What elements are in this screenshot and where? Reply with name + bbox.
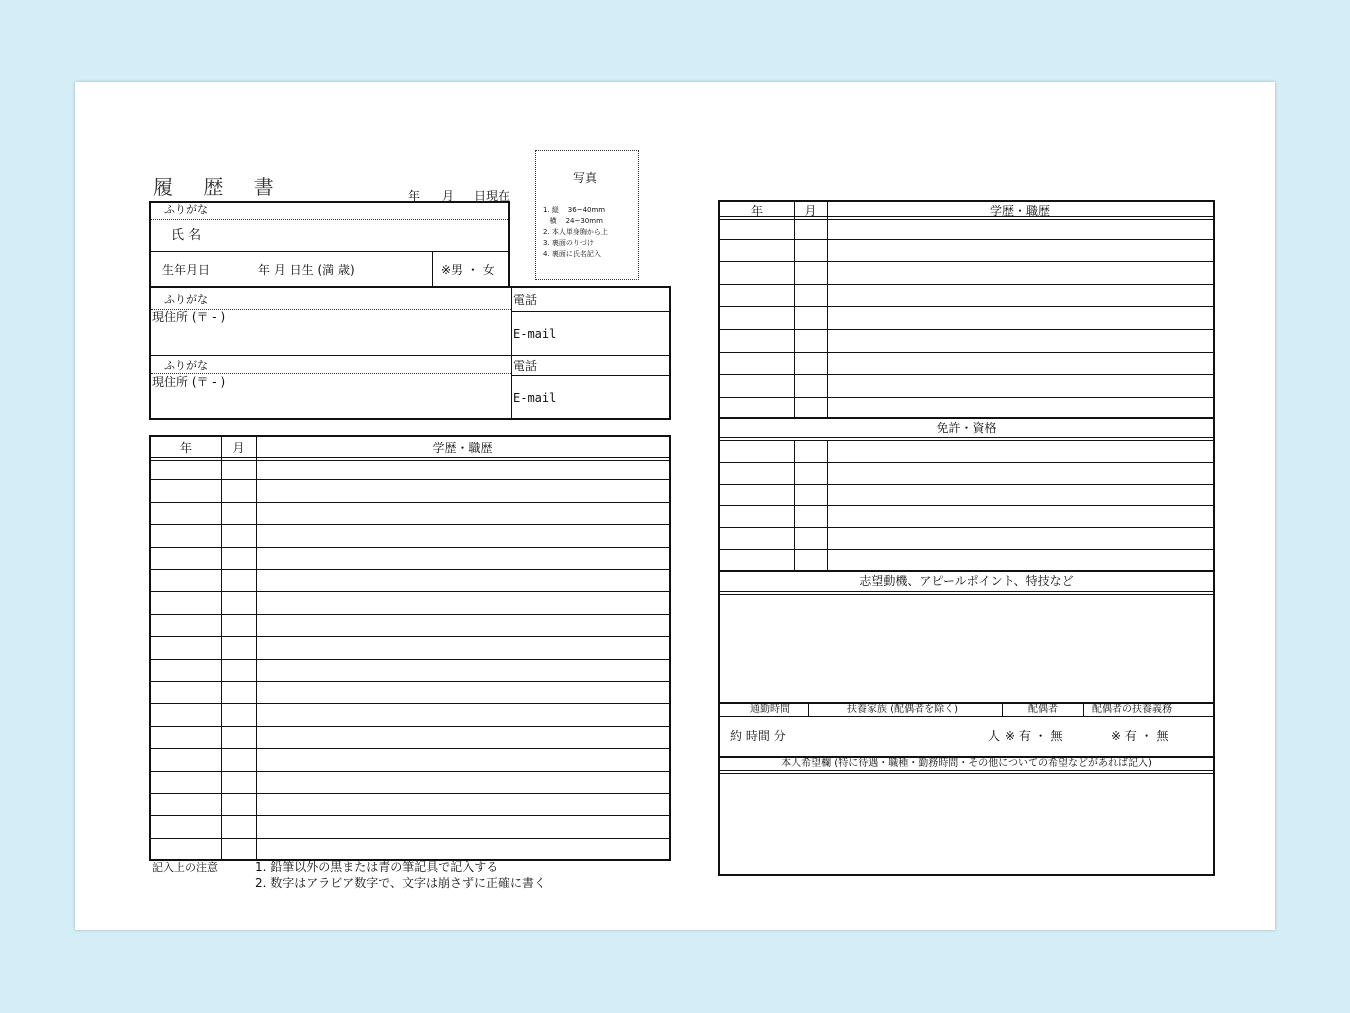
date-suffix-label: 日現在 bbox=[474, 189, 511, 203]
table-row[interactable] bbox=[720, 374, 1213, 375]
license-row[interactable] bbox=[720, 549, 1213, 550]
address2-label[interactable]: 現住所 (〒 - ) bbox=[152, 375, 226, 389]
misc-label-divider-2 bbox=[1002, 704, 1003, 716]
address1-label[interactable]: 現住所 (〒 - ) bbox=[152, 310, 226, 324]
table-row[interactable] bbox=[151, 703, 669, 704]
commute-value[interactable]: 約 時間 分 bbox=[730, 729, 786, 743]
date-year-label: 年 bbox=[408, 189, 421, 203]
table-row[interactable] bbox=[151, 659, 669, 660]
table-row[interactable] bbox=[151, 502, 669, 503]
notes-label: 記入上の注意 bbox=[152, 861, 218, 874]
motivation-top-rule bbox=[720, 570, 1213, 572]
preferences-header: 本人希望欄 (特に待遇・職種・勤務時間・その他についての希望などがあれば記入) bbox=[781, 758, 1152, 769]
table-row[interactable] bbox=[151, 838, 669, 839]
table-row[interactable] bbox=[720, 352, 1213, 353]
notes-line-2: 2. 数字はアラビア数字で、文字は崩さずに正確に書く bbox=[255, 876, 547, 890]
date-month-label: 月 bbox=[442, 189, 455, 203]
table-row[interactable] bbox=[151, 636, 669, 637]
spouse-value[interactable]: ※ 有 ・ 無 bbox=[1005, 729, 1063, 743]
notes-line-1: 1. 鉛筆以外の黒または青の筆記具で記入する bbox=[255, 860, 499, 874]
commute-label: 通勤時間 bbox=[750, 704, 790, 715]
spouse-label: 配偶者 bbox=[1028, 704, 1058, 715]
spouse-support-label: 配偶者の扶養義務 bbox=[1092, 704, 1172, 715]
table-row[interactable] bbox=[151, 524, 669, 525]
table-row[interactable] bbox=[720, 261, 1213, 262]
name-row-divider bbox=[151, 251, 508, 252]
spouse-support-value[interactable]: ※ 有 ・ 無 bbox=[1111, 729, 1169, 743]
address2-furigana-label: ふりがな bbox=[164, 359, 208, 372]
address2-furigana-divider bbox=[151, 373, 511, 374]
address2-phone-divider bbox=[511, 375, 669, 376]
licenses-top-rule bbox=[720, 417, 1213, 419]
misc-label-rule bbox=[720, 716, 1213, 717]
table-row[interactable] bbox=[151, 681, 669, 682]
table-row[interactable] bbox=[720, 397, 1213, 398]
dependents-label: 扶養家族 (配偶者を除く) bbox=[847, 704, 958, 715]
misc-label-divider-3 bbox=[1083, 704, 1084, 716]
address-row-divider bbox=[151, 355, 669, 356]
table-row[interactable] bbox=[151, 771, 669, 772]
motivation-field[interactable] bbox=[720, 594, 1213, 702]
table-row[interactable] bbox=[151, 726, 669, 727]
address2-email-label[interactable]: E-mail bbox=[513, 391, 557, 405]
resume-sheet bbox=[75, 82, 1275, 930]
left-month-divider bbox=[256, 437, 257, 859]
education-history-table-left bbox=[149, 435, 671, 861]
left-year-divider bbox=[221, 437, 222, 859]
table-row[interactable] bbox=[151, 748, 669, 749]
table-row[interactable] bbox=[151, 569, 669, 570]
personal-info-box bbox=[149, 201, 510, 288]
license-row[interactable] bbox=[720, 527, 1213, 528]
left-col-content-header: 学歴・職歴 bbox=[432, 441, 493, 455]
dependents-value[interactable]: 人 bbox=[988, 729, 1001, 743]
address-contact-divider bbox=[511, 288, 512, 418]
right-col-month-header: 月 bbox=[804, 204, 817, 218]
photo-box[interactable] bbox=[535, 150, 639, 280]
address1-phone-label[interactable]: 電話 bbox=[513, 293, 538, 307]
table-row[interactable] bbox=[151, 547, 669, 548]
page-title: 履 歴 書 bbox=[153, 175, 286, 199]
right-col-content-header: 学歴・職歴 bbox=[989, 204, 1050, 218]
table-row[interactable] bbox=[151, 793, 669, 794]
address2-phone-label[interactable]: 電話 bbox=[513, 359, 538, 373]
table-header-rule bbox=[151, 457, 669, 461]
right-year-divider bbox=[794, 202, 795, 417]
furigana-divider bbox=[151, 219, 508, 220]
license-row[interactable] bbox=[720, 505, 1213, 506]
address1-email-label[interactable]: E-mail bbox=[513, 327, 557, 341]
address-box bbox=[149, 286, 671, 420]
address1-furigana-label: ふりがな bbox=[164, 293, 208, 306]
license-row[interactable] bbox=[720, 462, 1213, 463]
table-header-rule bbox=[720, 216, 1213, 220]
left-col-month-header: 月 bbox=[232, 441, 245, 455]
table-row[interactable] bbox=[151, 591, 669, 592]
photo-notes: 1. 縦 36~40mm 横 24~30mm 2. 本人単身胸から上 3. 裏面のりづけ 4. 裏面に氏名記入 bbox=[543, 206, 608, 258]
table-row[interactable] bbox=[151, 815, 669, 816]
preferences-field[interactable] bbox=[720, 773, 1213, 874]
gender-field[interactable]: ※男 ・ 女 bbox=[441, 263, 495, 277]
birth-label: 生年月日 bbox=[162, 263, 211, 277]
license-row[interactable] bbox=[720, 484, 1213, 485]
right-column-frame bbox=[718, 200, 1215, 876]
misc-label-divider-1 bbox=[808, 704, 809, 716]
left-col-year-header: 年 bbox=[179, 441, 192, 455]
licenses-header: 免許・資格 bbox=[936, 421, 997, 435]
right-month-divider bbox=[827, 202, 828, 417]
name-label[interactable]: 氏 名 bbox=[171, 228, 202, 243]
table-row[interactable] bbox=[720, 306, 1213, 307]
gender-divider bbox=[432, 251, 433, 286]
table-row[interactable] bbox=[720, 284, 1213, 285]
right-col-year-header: 年 bbox=[750, 204, 763, 218]
birth-fields[interactable]: 年 月 日生 (満 歳) bbox=[258, 263, 355, 277]
motivation-header: 志望動機、アピールポイント、特技など bbox=[859, 574, 1074, 588]
name-furigana-label: ふりがな bbox=[164, 203, 208, 216]
address1-phone-divider bbox=[511, 311, 669, 312]
table-row[interactable] bbox=[151, 479, 669, 480]
table-row[interactable] bbox=[151, 614, 669, 615]
table-row[interactable] bbox=[720, 239, 1213, 240]
photo-title: 写真 bbox=[573, 171, 598, 185]
table-row[interactable] bbox=[720, 329, 1213, 330]
